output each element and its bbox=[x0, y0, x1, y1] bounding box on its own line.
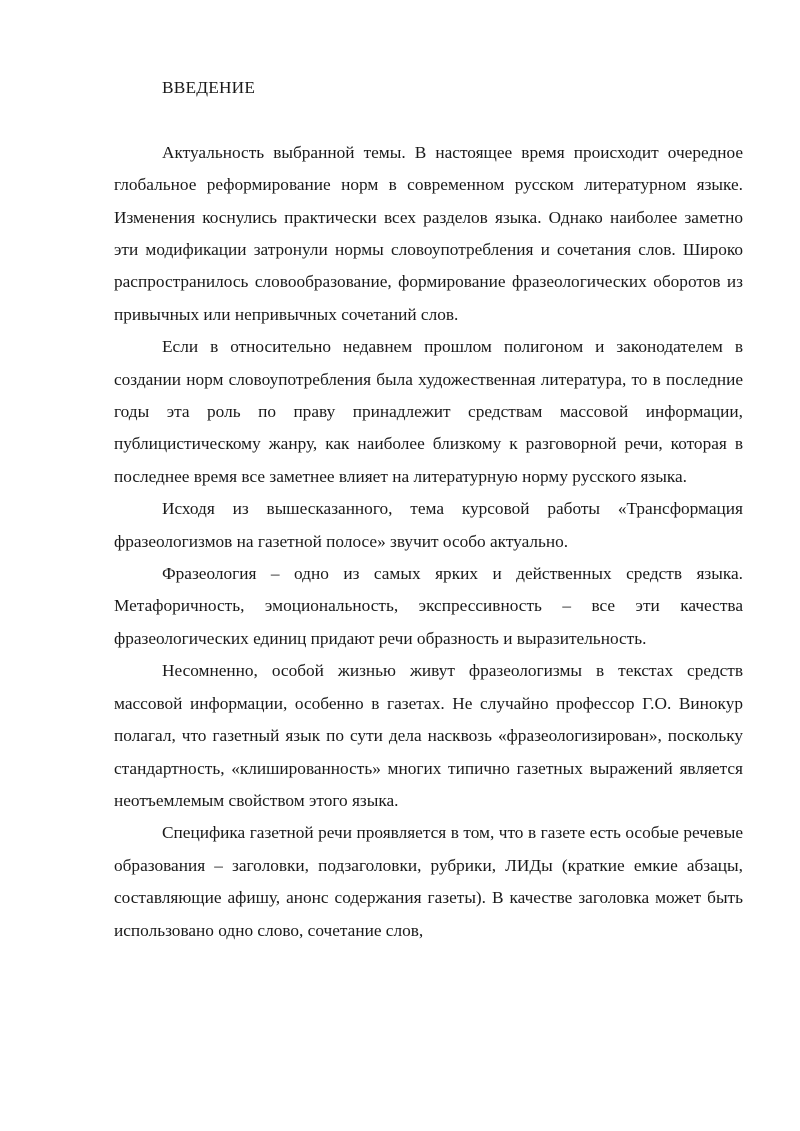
paragraph-relevance: Актуальность выбранной темы. В настоящее время происходит очередное глобальное реформирование норм в современном русском литературном языке. Изменения коснулись практически всех разделов языка. Однако наиболее заметно эти модификации затронули нормы словоупотребления и сочетания слов. Широко распространилось словообразование, формирование фразеологических оборотов из привычных или непривычных сочетаний слов. bbox=[114, 142, 743, 324]
paragraph-topic: Исходя из вышесказанного, тема курсовой работы «Трансформация фразеологизмов на газетной полосе» звучит особо актуально. bbox=[114, 499, 743, 551]
paragraph-media-role: Если в относительно недавнем прошлом полигоном и законодателем в создании норм словоупотребления была художественная литература, то в последние годы эта роль по праву принадлежит средствам массовой информации, публицистическому жанру, как наиболее близкому к разговорной речи, которая в последнее время все заметнее влияет на литературную норму русского языка. bbox=[114, 337, 743, 486]
paragraph-headlines: Специфика газетной речи проявляется в том, что в газете есть особые речевые образования – заголовки, подзаголовки, рубрики, ЛИДы (краткие емкие абзацы, составляющие афишу, анонс содержания газеты). В качестве заголовка может быть использовано одно слово, сочетание слов, bbox=[114, 823, 743, 940]
paragraph-newspapers: Несомненно, особой жизнью живут фразеологизмы в текстах средств массовой информации, особенно в газетах. Не случайно профессор Г.О. Винокур полагал, что газетный язык по сути дела насквозь «фразеологизирован», поскольку стандартность, «клишированность» многих типично газетных выражений является неотъемлемым свойством этого языка. bbox=[114, 661, 743, 810]
section-heading: ВВЕДЕНИЕ bbox=[162, 78, 256, 97]
paragraph-phraseology: Фразеология – одно из самых ярких и действенных средств языка. Метафоричность, эмоциональность, экспрессивность – все эти качества фразеологических единиц придают речи образность и выразительность. bbox=[114, 564, 743, 648]
